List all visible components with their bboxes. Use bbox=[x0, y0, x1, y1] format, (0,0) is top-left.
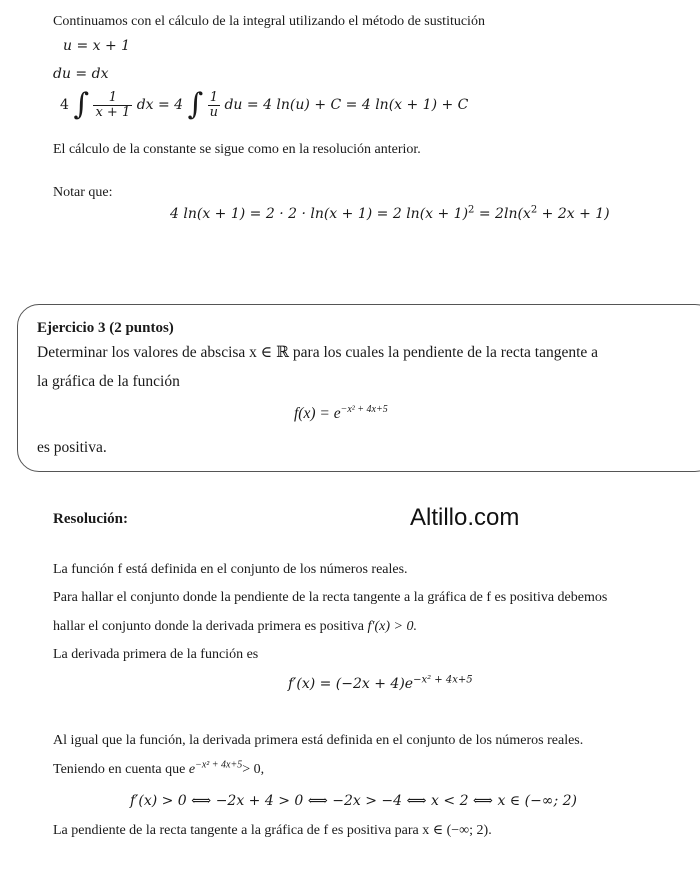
resolution-p4: La derivada primera de la función es bbox=[53, 647, 259, 662]
fraction-1 bbox=[93, 91, 132, 119]
conclusion: La pendiente de la recta tangente a la gráfica de f es positiva para x ∈ (−∞; 2). bbox=[53, 823, 492, 838]
derivative-exponent: −x² + 4x+5 bbox=[413, 674, 473, 686]
exercise-line1: Determinar los valores de abscisa x ∈ ℝ para los cuales la pendiente de la recta tangente a bbox=[37, 344, 599, 361]
resolution-heading: Resolución: bbox=[53, 511, 128, 527]
derivative-base: f′(x) = (−2x + 4)e bbox=[288, 676, 414, 692]
du-substitution: du = dx bbox=[53, 66, 109, 82]
function-exponent: −x² + 4x+5 bbox=[340, 403, 388, 415]
exercise-function bbox=[294, 405, 388, 423]
resolution-p6-exponent: −x² + 4x+5 bbox=[195, 759, 243, 771]
integral-sign-icon: ∫ bbox=[73, 87, 90, 122]
equivalence-chain: f′(x) > 0 ⟺ −2x + 4 > 0 ⟺ −2x > −4 ⟺ x < 2 ⟺ x ∈ (−∞; 2) bbox=[130, 793, 577, 809]
identity-exp1: 2 bbox=[468, 204, 475, 216]
derivative-formula bbox=[288, 676, 473, 692]
constant-note: El cálculo de la constante se sigue como en la resolución anterior. bbox=[53, 142, 421, 157]
resolution-p2: Para hallar el conjunto donde la pendiente de la recta tangente a la gráfica de f es positiva debemos bbox=[53, 590, 608, 605]
resolution-p3 bbox=[53, 619, 417, 635]
notar-label: Notar que: bbox=[53, 185, 113, 200]
watermark: Altillo.com bbox=[410, 504, 520, 531]
resolution-p3-text: hallar el conjunto donde la derivada primera es positiva bbox=[53, 619, 368, 634]
exercise-line2: la gráfica de la función bbox=[37, 373, 180, 390]
resolution-p6-tail: > 0, bbox=[242, 762, 265, 777]
resolution-p6-text: Teniendo en cuenta que bbox=[53, 762, 189, 777]
exercise-line3: es positiva. bbox=[37, 439, 107, 456]
identity-exp2: 2 bbox=[530, 204, 538, 216]
resolution-p5: Al igual que la función, la derivada primera está definida en el conjunto de los números reales. bbox=[53, 733, 584, 748]
integral-sign-icon: ∫ bbox=[187, 87, 204, 122]
integral-tail: du = 4 ln(u) + C = 4 ln(x + 1) + C bbox=[224, 97, 469, 113]
intro-line: Continuamos con el cálculo de la integral utilizando el método de sustitución bbox=[53, 14, 485, 29]
integral-equation bbox=[60, 87, 469, 122]
identity-part2: = 2ln(x bbox=[474, 206, 531, 222]
resolution-p3-math: f′(x) > 0. bbox=[367, 619, 417, 634]
fraction-2-numerator: 1 bbox=[208, 91, 220, 106]
identity-part3: + 2x + 1) bbox=[537, 206, 610, 222]
resolution-p6 bbox=[53, 759, 265, 778]
exercise-title: Ejercicio 3 (2 puntos) bbox=[37, 320, 174, 336]
fraction-1-numerator: 1 bbox=[93, 91, 132, 106]
integral-coef: 4 bbox=[60, 97, 69, 113]
fraction-2 bbox=[208, 91, 220, 119]
function-base: f(x) = e bbox=[294, 405, 341, 422]
log-identity bbox=[170, 206, 610, 222]
integral-mid: dx = 4 bbox=[136, 97, 184, 113]
resolution-p1: La función f está definida en el conjunto de los números reales. bbox=[53, 562, 408, 577]
fraction-1-denominator: x + 1 bbox=[95, 104, 131, 120]
u-substitution: u = x + 1 bbox=[63, 38, 131, 54]
fraction-2-denominator: u bbox=[209, 104, 219, 120]
resolution-p6-base: e bbox=[188, 762, 196, 777]
identity-part1: 4 ln(x + 1) = 2 · 2 · ln(x + 1) = 2 ln(x + 1) bbox=[170, 206, 469, 222]
